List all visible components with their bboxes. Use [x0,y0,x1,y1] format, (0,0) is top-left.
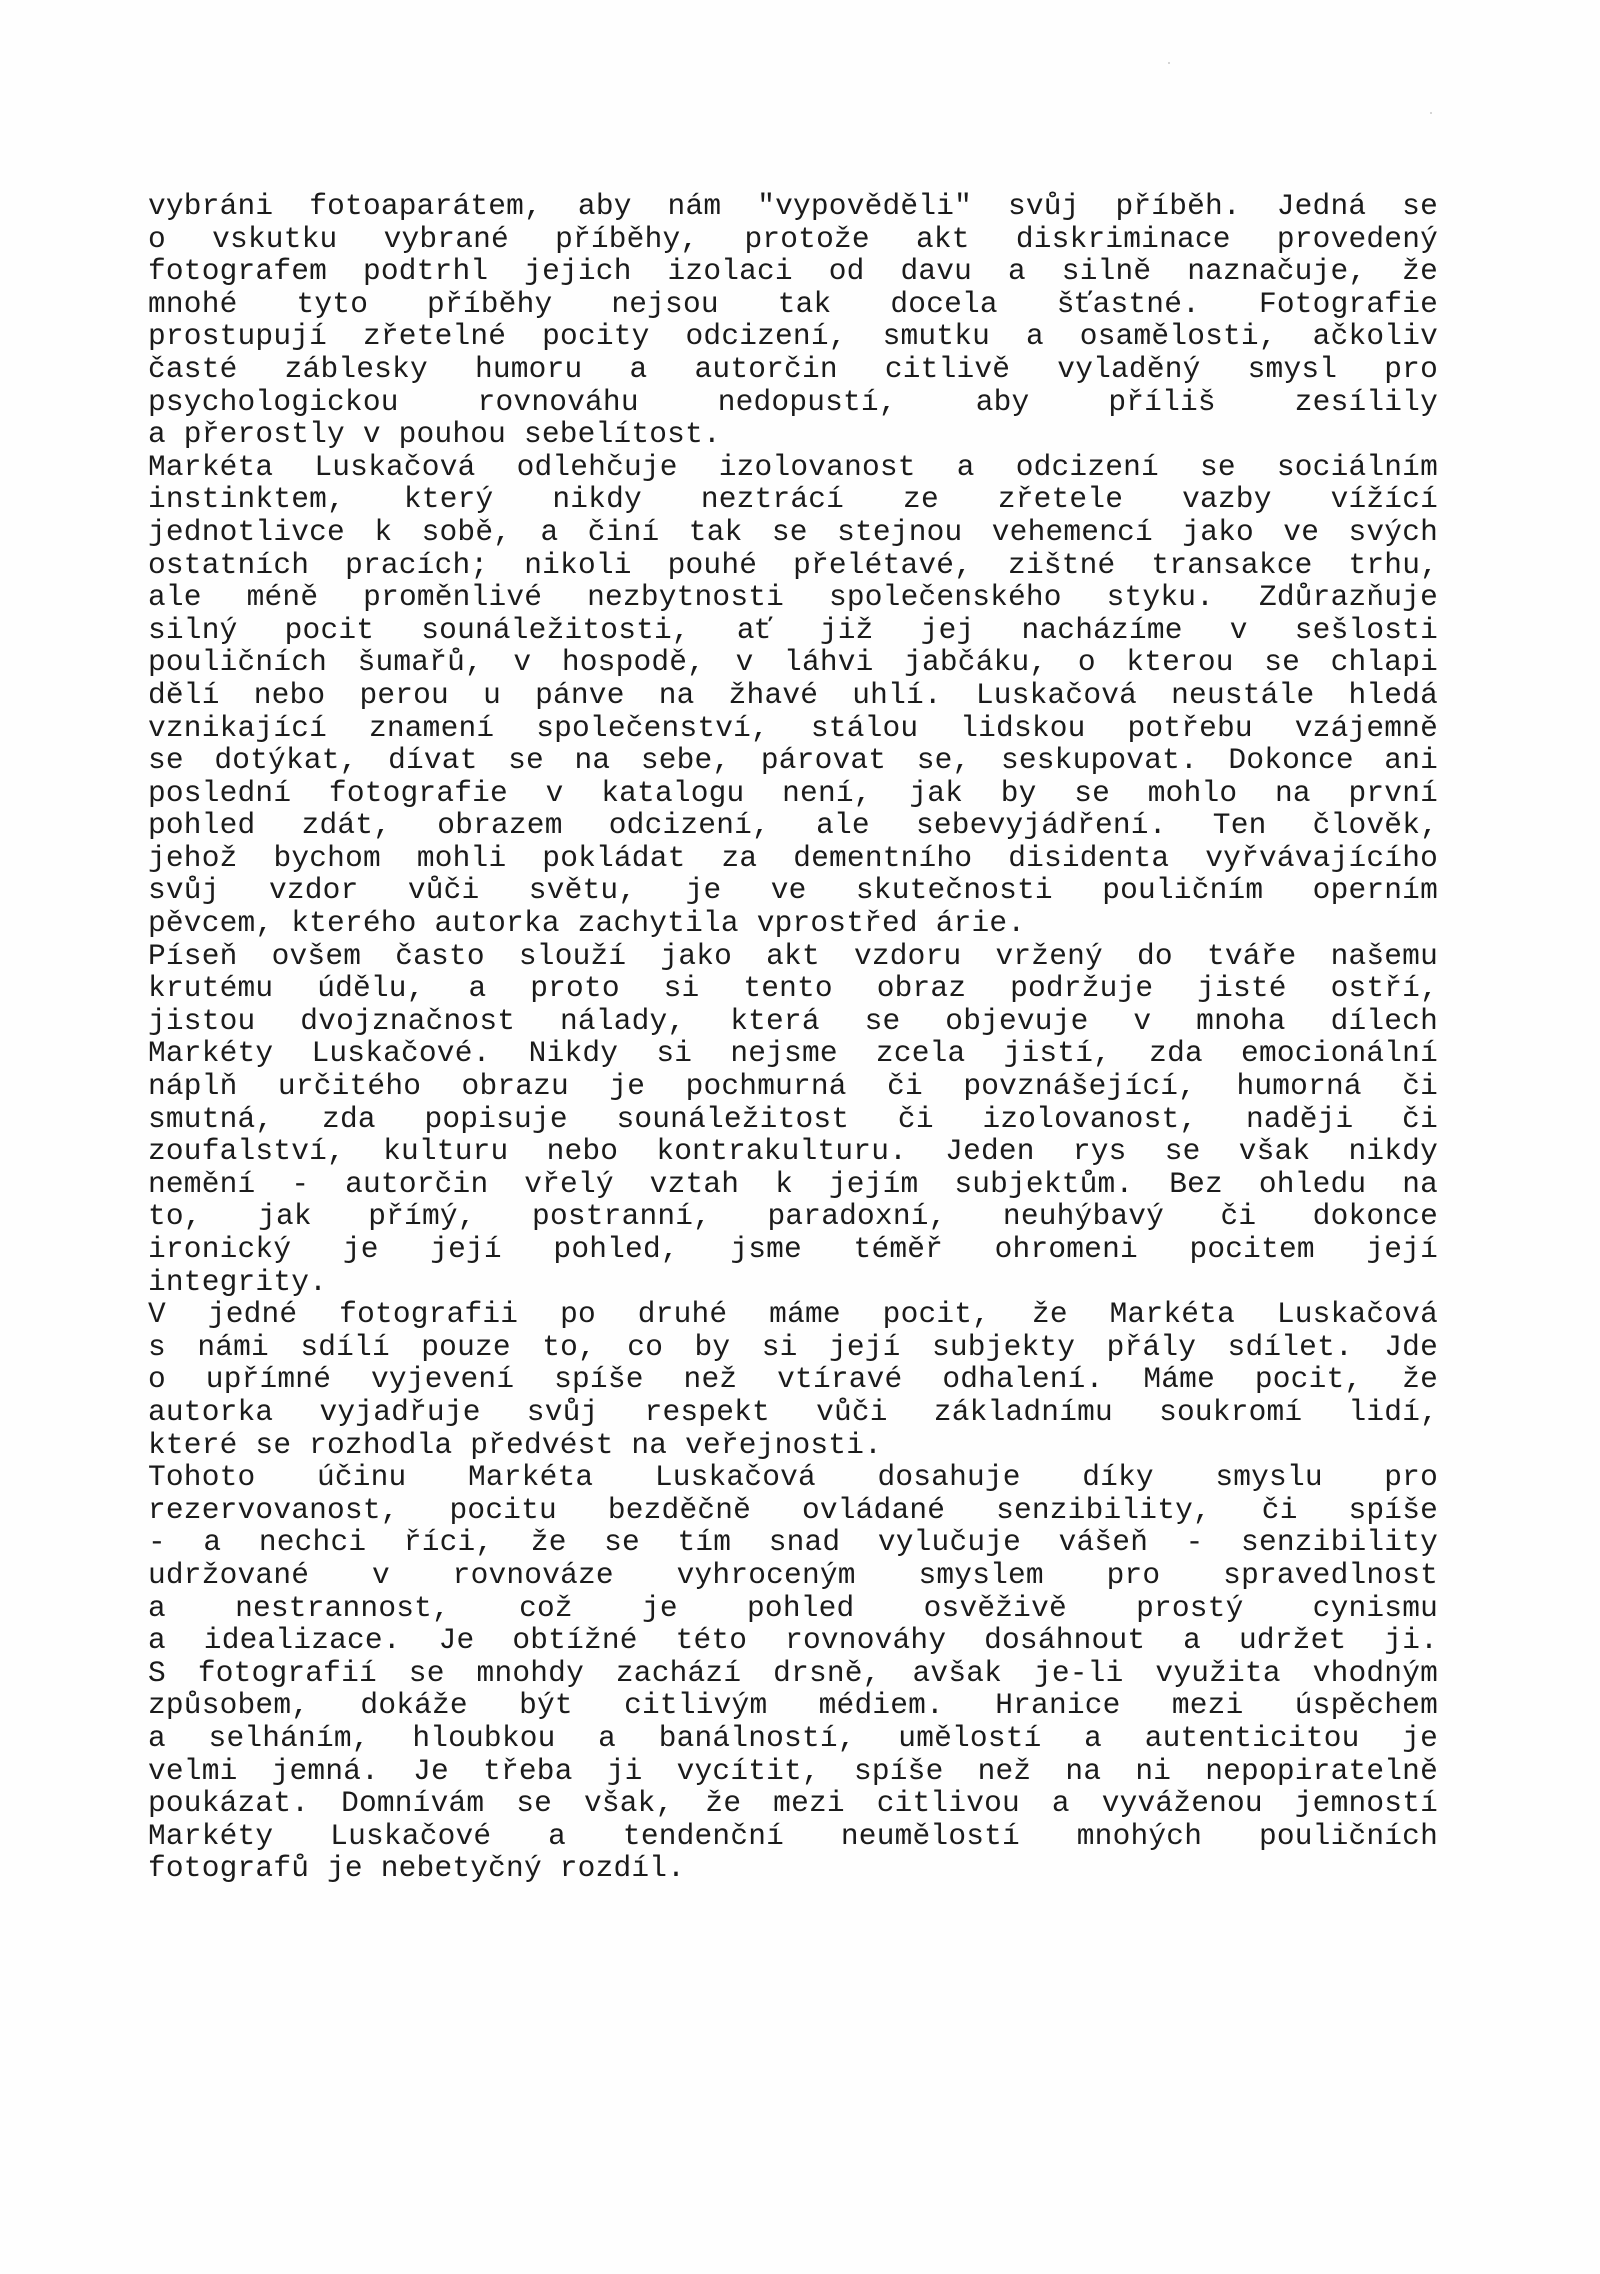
text-line: svůj vzdor vůči světu, je ve skutečnosti pouličním operním [148,873,1438,908]
text-line: pěvcem, kterého autorka zachytila vprostřed árie. [148,906,1026,941]
text-line: Markéty Luskačové a tendenční neumělostí mnohých pouličních [148,1818,1438,1853]
scan-speck [1168,62,1170,64]
text-line: velmi jemná. Je třeba ji vycítit, spíše než na ni nepopiratelně [148,1753,1438,1788]
scan-speck [1430,112,1432,114]
text-line: to, jak přímý, postranní, paradoxní, neuhýbavý či dokonce [148,1199,1438,1234]
text-line: nemění - autorčin vřelý vztah k jejím subjektům. Bez ohledu na [148,1166,1438,1201]
text-line: fotografem podtrhl jejich izolaci od davu a silně naznačuje, že [148,254,1438,289]
text-line: integrity. [148,1264,328,1299]
text-line: - a nechci říci, že se tím snad vylučuje vášeň - senzibility [148,1525,1438,1560]
text-line: mnohé tyto příběhy nejsou tak docela šťastné. Fotografie [148,286,1438,321]
text-line: dělí nebo perou u pánve na žhavé uhlí. Luskačová neustále hledá [148,677,1438,712]
text-line: poukázat. Domnívám se však, že mezi citlivou a vyváženou jemností [148,1786,1438,1821]
text-line: způsobem, dokáže být citlivým médiem. Hranice mezi úspěchem [148,1688,1438,1723]
text-line: S fotografií se mnohdy zachází drsně, avšak je-li využita vhodným [148,1655,1438,1690]
text-line: prostupují zřetelné pocity odcizení, smutku a osamělosti, ačkoliv [148,319,1438,354]
text-line: smutná, zda popisuje sounáležitost či izolovanost, naději či [148,1101,1438,1136]
text-line: se dotýkat, dívat se na sebe, párovat se, seskupovat. Dokonce ani [148,743,1438,778]
text-line: jistou dvojznačnost nálady, která se objevuje v mnoha dílech [148,1003,1438,1038]
text-line: které se rozhodla předvést na veřejnosti. [148,1427,883,1462]
text-line: Markéta Luskačová odlehčuje izolovanost a odcizení se sociálním [148,449,1438,484]
text-line: časté záblesky humoru a autorčin citlivě vyladěný smysl pro [148,351,1438,386]
text-line: instinktem, který nikdy neztrácí ze zřetele vazby vížící [148,482,1438,517]
text-line: a nestrannost, což je pohled osvěživě prostý cynismu [148,1590,1438,1625]
text-line: ale méně proměnlivé nezbytnosti společenského styku. Zdůrazňuje [148,580,1438,615]
text-line: poslední fotografie v katalogu není, jak by se mohlo na první [148,775,1438,810]
text-line: jednotlivce k sobě, a činí tak se stejnou vehemencí jako ve svých [148,514,1438,549]
text-line: pouličních šumařů, v hospodě, v láhvi jabčáku, o kterou se chlapi [148,645,1438,680]
text-line: a přerostly v pouhou sebelítost. [148,417,721,452]
text-line: pohled zdát, obrazem odcizení, ale sebevyjádření. Ten člověk, [148,808,1438,843]
text-line: o upřímné vyjevení spíše než vtíravé odhalení. Máme pocit, že [148,1362,1438,1397]
text-line: V jedné fotografii po druhé máme pocit, že Markéta Luskačová [148,1297,1438,1332]
text-line: jehož bychom mohli pokládat za dementního disidenta vyřvávajícího [148,840,1438,875]
text-line: zoufalství, kulturu nebo kontrakulturu. Jeden rys se však nikdy [148,1134,1438,1169]
text-line: udržované v rovnováze vyhroceným smyslem pro spravedlnost [148,1557,1438,1592]
text-line: ironický je její pohled, jsme téměř ohromeni pocitem její [148,1232,1438,1266]
text-line: silný pocit sounáležitosti, ať již jej nacházíme v sešlosti [148,612,1438,647]
text-line: vybráni fotoaparátem, aby nám "vypověděli" svůj příběh. Jedná se [148,189,1438,223]
text-line: fotografů je nebetyčný rozdíl. [148,1851,686,1886]
text-line: Tohoto účinu Markéta Luskačová dosahuje díky smyslu pro [148,1460,1438,1495]
document-body-text [148,190,1438,1885]
text-line: Markéty Luskačové. Nikdy si nejsme zcela jistí, zda emocionální [148,1036,1438,1071]
text-line: náplň určitého obrazu je pochmurná či povznášející, humorná či [148,1069,1438,1104]
text-line: a idealizace. Je obtížné této rovnováhy dosáhnout a udržet ji. [148,1623,1438,1658]
text-line: Píseň ovšem často slouží jako akt vzdoru vržený do tváře našemu [148,938,1438,973]
text-line: krutému údělu, a proto si tento obraz podržuje jisté ostří, [148,971,1438,1006]
text-line: vznikající znamení společenství, stálou lidskou potřebu vzájemně [148,710,1438,745]
text-line: s námi sdílí pouze to, co by si její subjekty přály sdílet. Jde [148,1329,1438,1364]
text-line: ostatních pracích; nikoli pouhé přelétavé, zištné transakce trhu, [148,547,1438,582]
text-line: rezervovanost, pocitu bezděčně ovládané senzibility, či spíše [148,1492,1438,1527]
text-line: psychologickou rovnováhu nedopustí, aby příliš zesílily [148,384,1438,419]
text-line: autorka vyjadřuje svůj respekt vůči základnímu soukromí lidí, [148,1394,1438,1429]
text-line: o vskutku vybrané příběhy, protože akt diskriminace provedený [148,221,1438,256]
text-line: a selháním, hloubkou a banálností, umělostí a autenticitou je [148,1720,1438,1755]
